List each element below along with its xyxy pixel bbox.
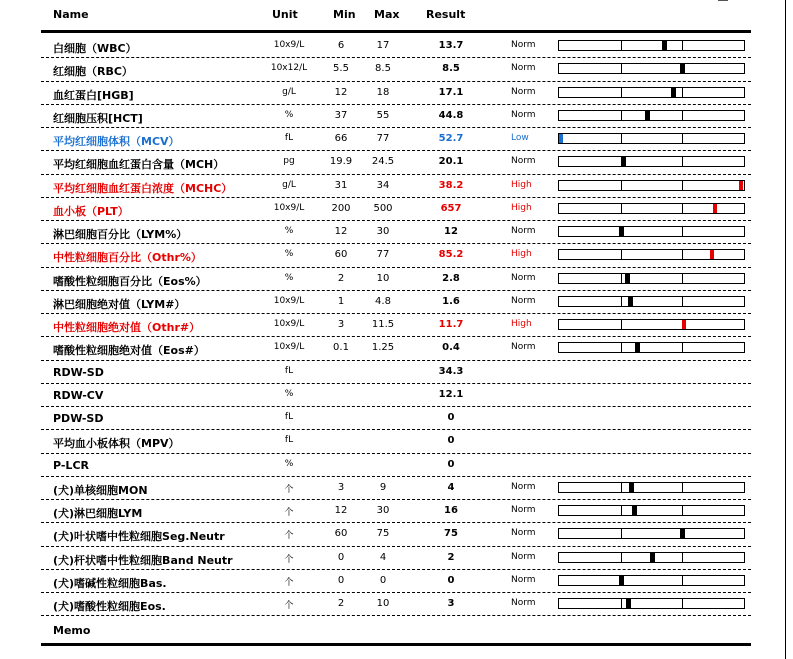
flag-cell: High xyxy=(511,249,532,260)
range-bar xyxy=(558,273,745,284)
table-row xyxy=(41,407,751,430)
range-bar xyxy=(558,226,745,237)
flag-cell: Norm xyxy=(511,40,536,50)
value-marker xyxy=(559,134,563,143)
max-cell: 30 xyxy=(376,226,390,237)
flag-cell: Norm xyxy=(511,226,536,236)
range-divider xyxy=(682,41,683,50)
flag-cell: Norm xyxy=(511,63,536,74)
unit-cell: 个 xyxy=(284,508,294,518)
min-cell: 31 xyxy=(334,179,348,191)
name-cell: 平均红细胞血红蛋白含量（MCH） xyxy=(53,158,225,172)
max-cell: 4.8 xyxy=(375,295,391,307)
range-bar xyxy=(558,342,745,353)
unit-cell: % xyxy=(284,249,294,260)
min-cell: 5.5 xyxy=(333,63,349,75)
max-cell: 77 xyxy=(376,249,390,261)
name-cell: (犬)嗜碱性粒细胞Bas. xyxy=(53,576,167,590)
range-divider xyxy=(682,553,683,562)
range-divider xyxy=(682,181,683,190)
range-bar xyxy=(558,482,745,493)
range-divider xyxy=(621,483,622,492)
range-bar xyxy=(558,575,745,586)
table-row xyxy=(41,128,751,151)
flag-cell: Norm xyxy=(511,86,536,97)
range-bar xyxy=(558,249,745,260)
unit-cell: % xyxy=(284,458,294,469)
unit-cell: 10x12/L xyxy=(270,63,308,74)
flag-cell: Norm xyxy=(511,156,536,167)
header-result: Result xyxy=(426,8,466,21)
flag-cell: Norm xyxy=(511,272,536,283)
result-cell: 0 xyxy=(447,412,455,423)
name-cell: 平均红细胞血红蛋白浓度（MCHC） xyxy=(53,181,233,195)
result-cell: 1.6 xyxy=(442,295,460,307)
range-bar xyxy=(558,180,745,191)
range-divider xyxy=(682,227,683,236)
max-cell: 17 xyxy=(376,40,390,51)
header-divider xyxy=(41,30,751,33)
min-cell: 0 xyxy=(337,574,345,586)
header-unit: Unit xyxy=(272,8,298,21)
corner-mark xyxy=(718,0,728,1)
name-cell: 红细胞压积[HCT] xyxy=(53,111,143,125)
value-marker xyxy=(629,483,634,492)
max-cell: 0 xyxy=(379,574,387,586)
min-cell: 6 xyxy=(337,40,345,51)
value-marker xyxy=(650,553,655,562)
value-marker xyxy=(662,41,667,50)
result-cell: 0 xyxy=(447,435,455,447)
max-cell: 10 xyxy=(376,598,390,609)
value-marker xyxy=(619,576,624,585)
range-divider xyxy=(621,64,622,73)
range-divider xyxy=(682,157,683,166)
table-row xyxy=(41,547,751,570)
unit-cell: 个 xyxy=(284,577,294,588)
unit-cell: fL xyxy=(284,412,294,422)
max-cell: 8.5 xyxy=(375,63,391,75)
name-cell: (犬)单核细胞MON xyxy=(53,483,148,497)
min-cell: 3 xyxy=(337,481,345,493)
result-cell: 0 xyxy=(447,458,455,470)
range-bar xyxy=(558,598,745,609)
range-divider xyxy=(682,343,683,352)
table-row xyxy=(41,105,751,128)
result-cell: 85.2 xyxy=(438,249,464,261)
max-cell: 9 xyxy=(379,481,387,493)
value-marker xyxy=(635,343,640,352)
result-cell: 11.7 xyxy=(438,319,464,330)
result-cell: 3 xyxy=(447,598,455,609)
unit-cell: fL xyxy=(284,435,294,446)
min-cell: 0.1 xyxy=(333,342,349,354)
value-marker xyxy=(680,529,685,538)
value-marker xyxy=(739,181,743,190)
min-cell: 37 xyxy=(334,109,348,121)
range-divider xyxy=(682,134,683,143)
min-cell: 2 xyxy=(337,272,345,284)
unit-cell: fL xyxy=(284,133,294,143)
unit-cell: % xyxy=(284,109,294,120)
range-bar xyxy=(558,133,745,144)
result-cell: 657 xyxy=(440,202,462,214)
name-cell: 中性粒细胞百分比（Othr%） xyxy=(53,251,202,265)
table-row xyxy=(41,337,751,360)
table-row xyxy=(41,58,751,81)
unit-cell: 10x9/L xyxy=(273,202,305,213)
name-cell: (犬)叶状嗜中性粒细胞Seg.Neutr xyxy=(53,530,225,544)
value-marker xyxy=(619,227,624,236)
value-marker xyxy=(625,274,630,283)
unit-cell: pg xyxy=(283,156,295,167)
max-cell: 55 xyxy=(376,109,390,121)
name-cell: 红细胞（RBC） xyxy=(53,65,133,79)
unit-cell: % xyxy=(284,272,294,283)
range-bar xyxy=(558,528,745,539)
flag-cell: Low xyxy=(511,133,529,143)
result-cell: 17.1 xyxy=(438,86,464,98)
name-cell: (犬)杆状嗜中性粒细胞Band Neutr xyxy=(53,553,233,567)
table-row xyxy=(41,268,751,291)
result-cell: 20.1 xyxy=(438,156,464,168)
range-divider xyxy=(621,320,622,329)
min-cell: 12 xyxy=(334,86,348,98)
range-divider xyxy=(621,111,622,120)
min-cell: 60 xyxy=(334,528,348,540)
table-row xyxy=(41,314,751,337)
range-divider xyxy=(682,111,683,120)
result-cell: 38.2 xyxy=(438,179,464,191)
value-marker xyxy=(713,204,717,213)
range-divider xyxy=(682,204,683,213)
unit-cell: % xyxy=(284,388,294,399)
flag-cell: Norm xyxy=(511,528,536,539)
result-cell: 75 xyxy=(444,528,458,540)
range-bar xyxy=(558,156,745,167)
name-cell: 淋巴细胞百分比（LYM%） xyxy=(53,228,188,241)
max-cell: 500 xyxy=(373,202,393,214)
table-row xyxy=(41,175,751,198)
flag-cell: High xyxy=(511,319,532,329)
range-divider xyxy=(682,483,683,492)
min-cell: 60 xyxy=(334,249,348,261)
name-cell: 嗜酸性粒细胞绝对值（Eos#） xyxy=(53,344,205,358)
header-name: Name xyxy=(53,8,89,21)
table-row xyxy=(41,82,751,105)
max-cell: 11.5 xyxy=(371,319,395,330)
name-cell: 白细胞（WBC） xyxy=(53,42,137,55)
range-divider xyxy=(682,599,683,608)
range-divider xyxy=(621,41,622,50)
name-cell: PDW-SD xyxy=(53,412,104,425)
table-row xyxy=(41,523,751,546)
table-row xyxy=(41,198,751,221)
flag-cell: High xyxy=(511,202,532,213)
max-cell: 24.5 xyxy=(371,156,395,168)
result-cell: 34.3 xyxy=(438,365,464,377)
range-divider xyxy=(621,297,622,306)
name-cell: 中性粒细胞绝对值（Othr#） xyxy=(53,321,201,334)
range-divider xyxy=(682,576,683,585)
result-cell: 44.8 xyxy=(438,109,464,121)
range-bar xyxy=(558,87,745,98)
flag-cell: Norm xyxy=(511,295,536,306)
table-row xyxy=(41,570,751,593)
table-row xyxy=(41,593,751,616)
max-cell: 34 xyxy=(376,179,390,191)
value-marker xyxy=(626,599,631,608)
table-row xyxy=(41,500,751,523)
min-cell: 12 xyxy=(334,226,348,237)
range-divider xyxy=(621,181,622,190)
results-table xyxy=(41,35,751,616)
max-cell: 75 xyxy=(376,528,390,540)
name-cell: (犬)嗜酸性粒细胞Eos. xyxy=(53,600,166,613)
result-cell: 0 xyxy=(447,574,455,586)
flag-cell: Norm xyxy=(511,342,536,353)
range-divider xyxy=(621,250,622,259)
flag-cell: Norm xyxy=(511,481,536,492)
result-cell: 2 xyxy=(447,551,455,563)
range-divider xyxy=(621,529,622,538)
result-cell: 52.7 xyxy=(438,133,464,144)
min-cell: 3 xyxy=(337,319,345,330)
flag-cell: Norm xyxy=(511,598,536,608)
value-marker xyxy=(632,506,637,515)
header-min: Min xyxy=(333,8,356,21)
flag-cell: Norm xyxy=(511,505,536,515)
range-bar xyxy=(558,63,745,74)
table-row xyxy=(41,151,751,174)
table-row xyxy=(41,430,751,453)
range-divider xyxy=(621,343,622,352)
unit-cell: fL xyxy=(284,365,294,376)
range-divider xyxy=(621,506,622,515)
range-bar xyxy=(558,203,745,214)
name-cell: RDW-SD xyxy=(53,365,104,379)
min-cell: 200 xyxy=(331,202,351,214)
range-divider xyxy=(682,274,683,283)
value-marker xyxy=(682,320,686,329)
min-cell: 66 xyxy=(334,133,348,144)
range-bar xyxy=(558,296,745,307)
value-marker xyxy=(680,64,685,73)
unit-cell: 个 xyxy=(284,531,294,542)
table-row xyxy=(41,477,751,500)
range-divider xyxy=(682,297,683,306)
result-cell: 12.1 xyxy=(438,388,464,400)
name-cell: 血小板（PLT） xyxy=(53,204,129,218)
value-marker xyxy=(628,297,633,306)
range-bar xyxy=(558,552,745,563)
unit-cell: 个 xyxy=(284,484,294,495)
unit-cell: 个 xyxy=(284,601,294,611)
unit-cell: g/L xyxy=(282,179,296,190)
range-divider xyxy=(621,204,622,213)
unit-cell: 10x9/L xyxy=(273,342,305,353)
unit-cell: 个 xyxy=(284,554,294,565)
footer-divider xyxy=(41,643,751,646)
max-cell: 77 xyxy=(376,133,390,144)
min-cell: 2 xyxy=(337,598,345,609)
table-row xyxy=(41,35,751,58)
name-cell: RDW-CV xyxy=(53,388,104,402)
value-marker xyxy=(621,157,626,166)
max-cell: 1.25 xyxy=(371,342,395,354)
table-row xyxy=(41,221,751,244)
min-cell: 0 xyxy=(337,551,345,563)
max-cell: 4 xyxy=(379,551,387,563)
table-row xyxy=(41,384,751,407)
result-cell: 0.4 xyxy=(442,342,460,354)
unit-cell: 10x9/L xyxy=(273,319,305,329)
range-bar xyxy=(558,110,745,121)
value-marker xyxy=(710,250,714,259)
value-marker xyxy=(671,88,676,97)
name-cell: 平均红细胞体积（MCV） xyxy=(53,135,180,148)
name-cell: 嗜酸性粒细胞百分比（Eos%） xyxy=(53,274,207,288)
unit-cell: 10x9/L xyxy=(273,295,305,306)
flag-cell: Norm xyxy=(511,109,536,120)
unit-cell: g/L xyxy=(282,86,296,97)
range-bar xyxy=(558,40,745,51)
range-divider xyxy=(682,88,683,97)
flag-cell: Norm xyxy=(511,551,536,562)
range-divider xyxy=(621,599,622,608)
range-bar xyxy=(558,319,745,330)
range-bar xyxy=(558,505,745,516)
range-divider xyxy=(621,88,622,97)
range-divider xyxy=(682,506,683,515)
max-cell: 18 xyxy=(376,86,390,98)
result-cell: 8.5 xyxy=(442,63,460,75)
flag-cell: High xyxy=(511,179,532,190)
min-cell: 1 xyxy=(337,295,345,307)
table-row xyxy=(41,291,751,314)
result-cell: 2.8 xyxy=(442,272,460,284)
name-cell: (犬)淋巴细胞LYM xyxy=(53,507,143,520)
memo-label: Memo xyxy=(53,624,91,637)
unit-cell: 10x9/L xyxy=(273,40,305,50)
min-cell: 12 xyxy=(334,505,348,516)
name-cell: 平均血小板体积（MPV） xyxy=(53,437,180,451)
name-cell: 淋巴细胞绝对值（LYM#） xyxy=(53,297,186,311)
table-row xyxy=(41,454,751,477)
max-cell: 30 xyxy=(376,505,390,516)
value-marker xyxy=(645,111,650,120)
range-divider xyxy=(621,274,622,283)
result-cell: 12 xyxy=(444,226,458,237)
name-cell: 血红蛋白[HGB] xyxy=(53,88,134,102)
flag-cell: Norm xyxy=(511,574,536,585)
result-cell: 4 xyxy=(447,481,455,493)
result-cell: 16 xyxy=(444,505,458,516)
page-border xyxy=(785,0,786,659)
max-cell: 10 xyxy=(376,272,390,284)
result-cell: 13.7 xyxy=(438,40,464,51)
range-divider xyxy=(682,250,683,259)
name-cell: P-LCR xyxy=(53,458,89,472)
range-divider xyxy=(621,553,622,562)
table-row xyxy=(41,244,751,267)
table-row xyxy=(41,361,751,384)
header-max: Max xyxy=(374,8,400,21)
unit-cell: % xyxy=(284,226,294,236)
min-cell: 19.9 xyxy=(329,156,353,168)
range-divider xyxy=(621,134,622,143)
